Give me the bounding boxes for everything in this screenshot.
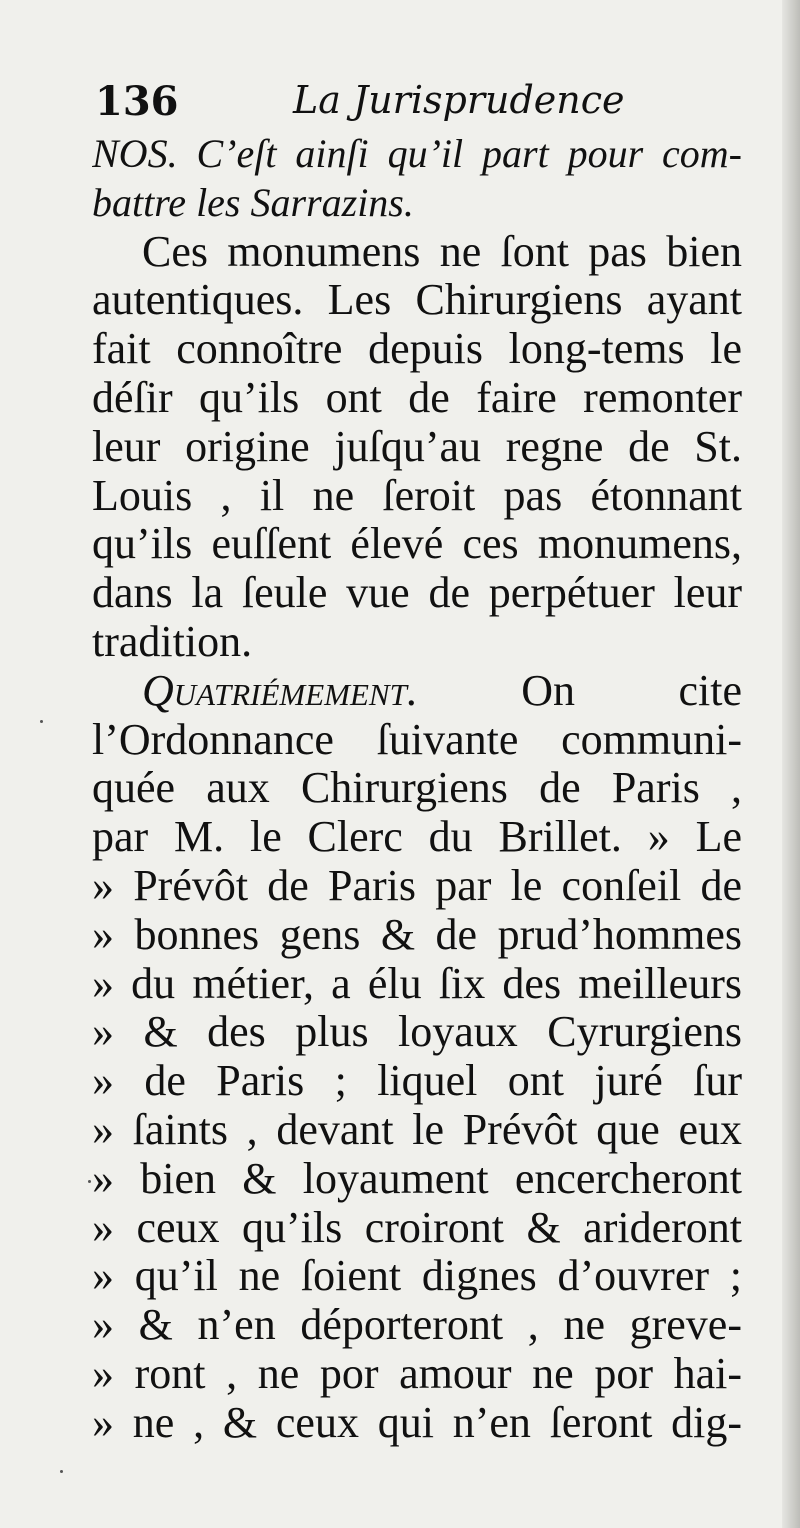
text-line: » du métier, a élu ſix des meilleurs <box>92 959 742 1008</box>
text-line: qu’ils euſſent élevé ces monumens, <box>92 520 742 569</box>
text-line: » bonnes gens & de prud’hommes <box>92 910 742 959</box>
paragraph-first-line <box>92 667 742 716</box>
text-line: » de Paris ; liquel ont juré ſur <box>92 1057 742 1106</box>
section-lead-word: Quatriémement. <box>142 666 418 715</box>
text-line: » bien & loyaument encercheront <box>92 1154 742 1203</box>
text-line: déſir qu’ils ont de faire remonter <box>92 373 742 422</box>
page-edge-shadow <box>782 0 800 1528</box>
text-line: Louis , il ne ſeroit pas étonnant <box>92 471 742 520</box>
text-line: » qu’il ne ſoient dignes d’ouvrer ; <box>92 1252 742 1301</box>
paper-speck <box>88 1180 91 1183</box>
text-line: dans la ſeule vue de perpétuer leur <box>92 569 742 618</box>
text-line: » ne , & ceux qui n’en ſeront dig- <box>92 1398 742 1447</box>
text-line: » & n’en déporteront , ne greve- <box>92 1301 742 1350</box>
text-line: quée aux Chirurgiens de Paris , <box>92 764 742 813</box>
text-line: fait connoître depuis long-tems le <box>92 325 742 374</box>
text-line: tradition. <box>92 617 253 666</box>
text-line: autentiques. Les Chirurgiens ayant <box>92 276 742 325</box>
text-line: » ceux qu’ils croiront & arideront <box>92 1203 742 1252</box>
body-text <box>92 130 742 1448</box>
text-line: NOS. C’eſt ainſi qu’il part pour com- <box>92 131 742 176</box>
text-line: par M. le Clerc du Brillet. » Le <box>92 813 742 862</box>
running-head <box>95 78 625 132</box>
paragraph-first-line: Ces monumens ne ſont pas bien <box>142 227 742 276</box>
paper-speck <box>60 1470 63 1473</box>
paper-speck <box>40 720 43 723</box>
text-line: » ront , ne por amour ne por hai- <box>92 1349 742 1398</box>
text-line: » & des plus loyaux Cyrurgiens <box>92 1008 742 1057</box>
text-line: battre les Sarrazins. <box>92 179 414 225</box>
text-line: » ſaints , devant le Prévôt que eux <box>92 1105 742 1154</box>
text-fragment: On cite <box>417 666 742 715</box>
page-number: 136 <box>95 78 179 125</box>
text-line: leur origine juſqu’au regne de St. <box>92 422 742 471</box>
text-line: l’Ordonnance ſuivante communi- <box>92 715 742 764</box>
running-head-title: La Jurisprudence <box>293 78 625 122</box>
text-line: » Prévôt de Paris par le conſeil de <box>92 861 742 910</box>
